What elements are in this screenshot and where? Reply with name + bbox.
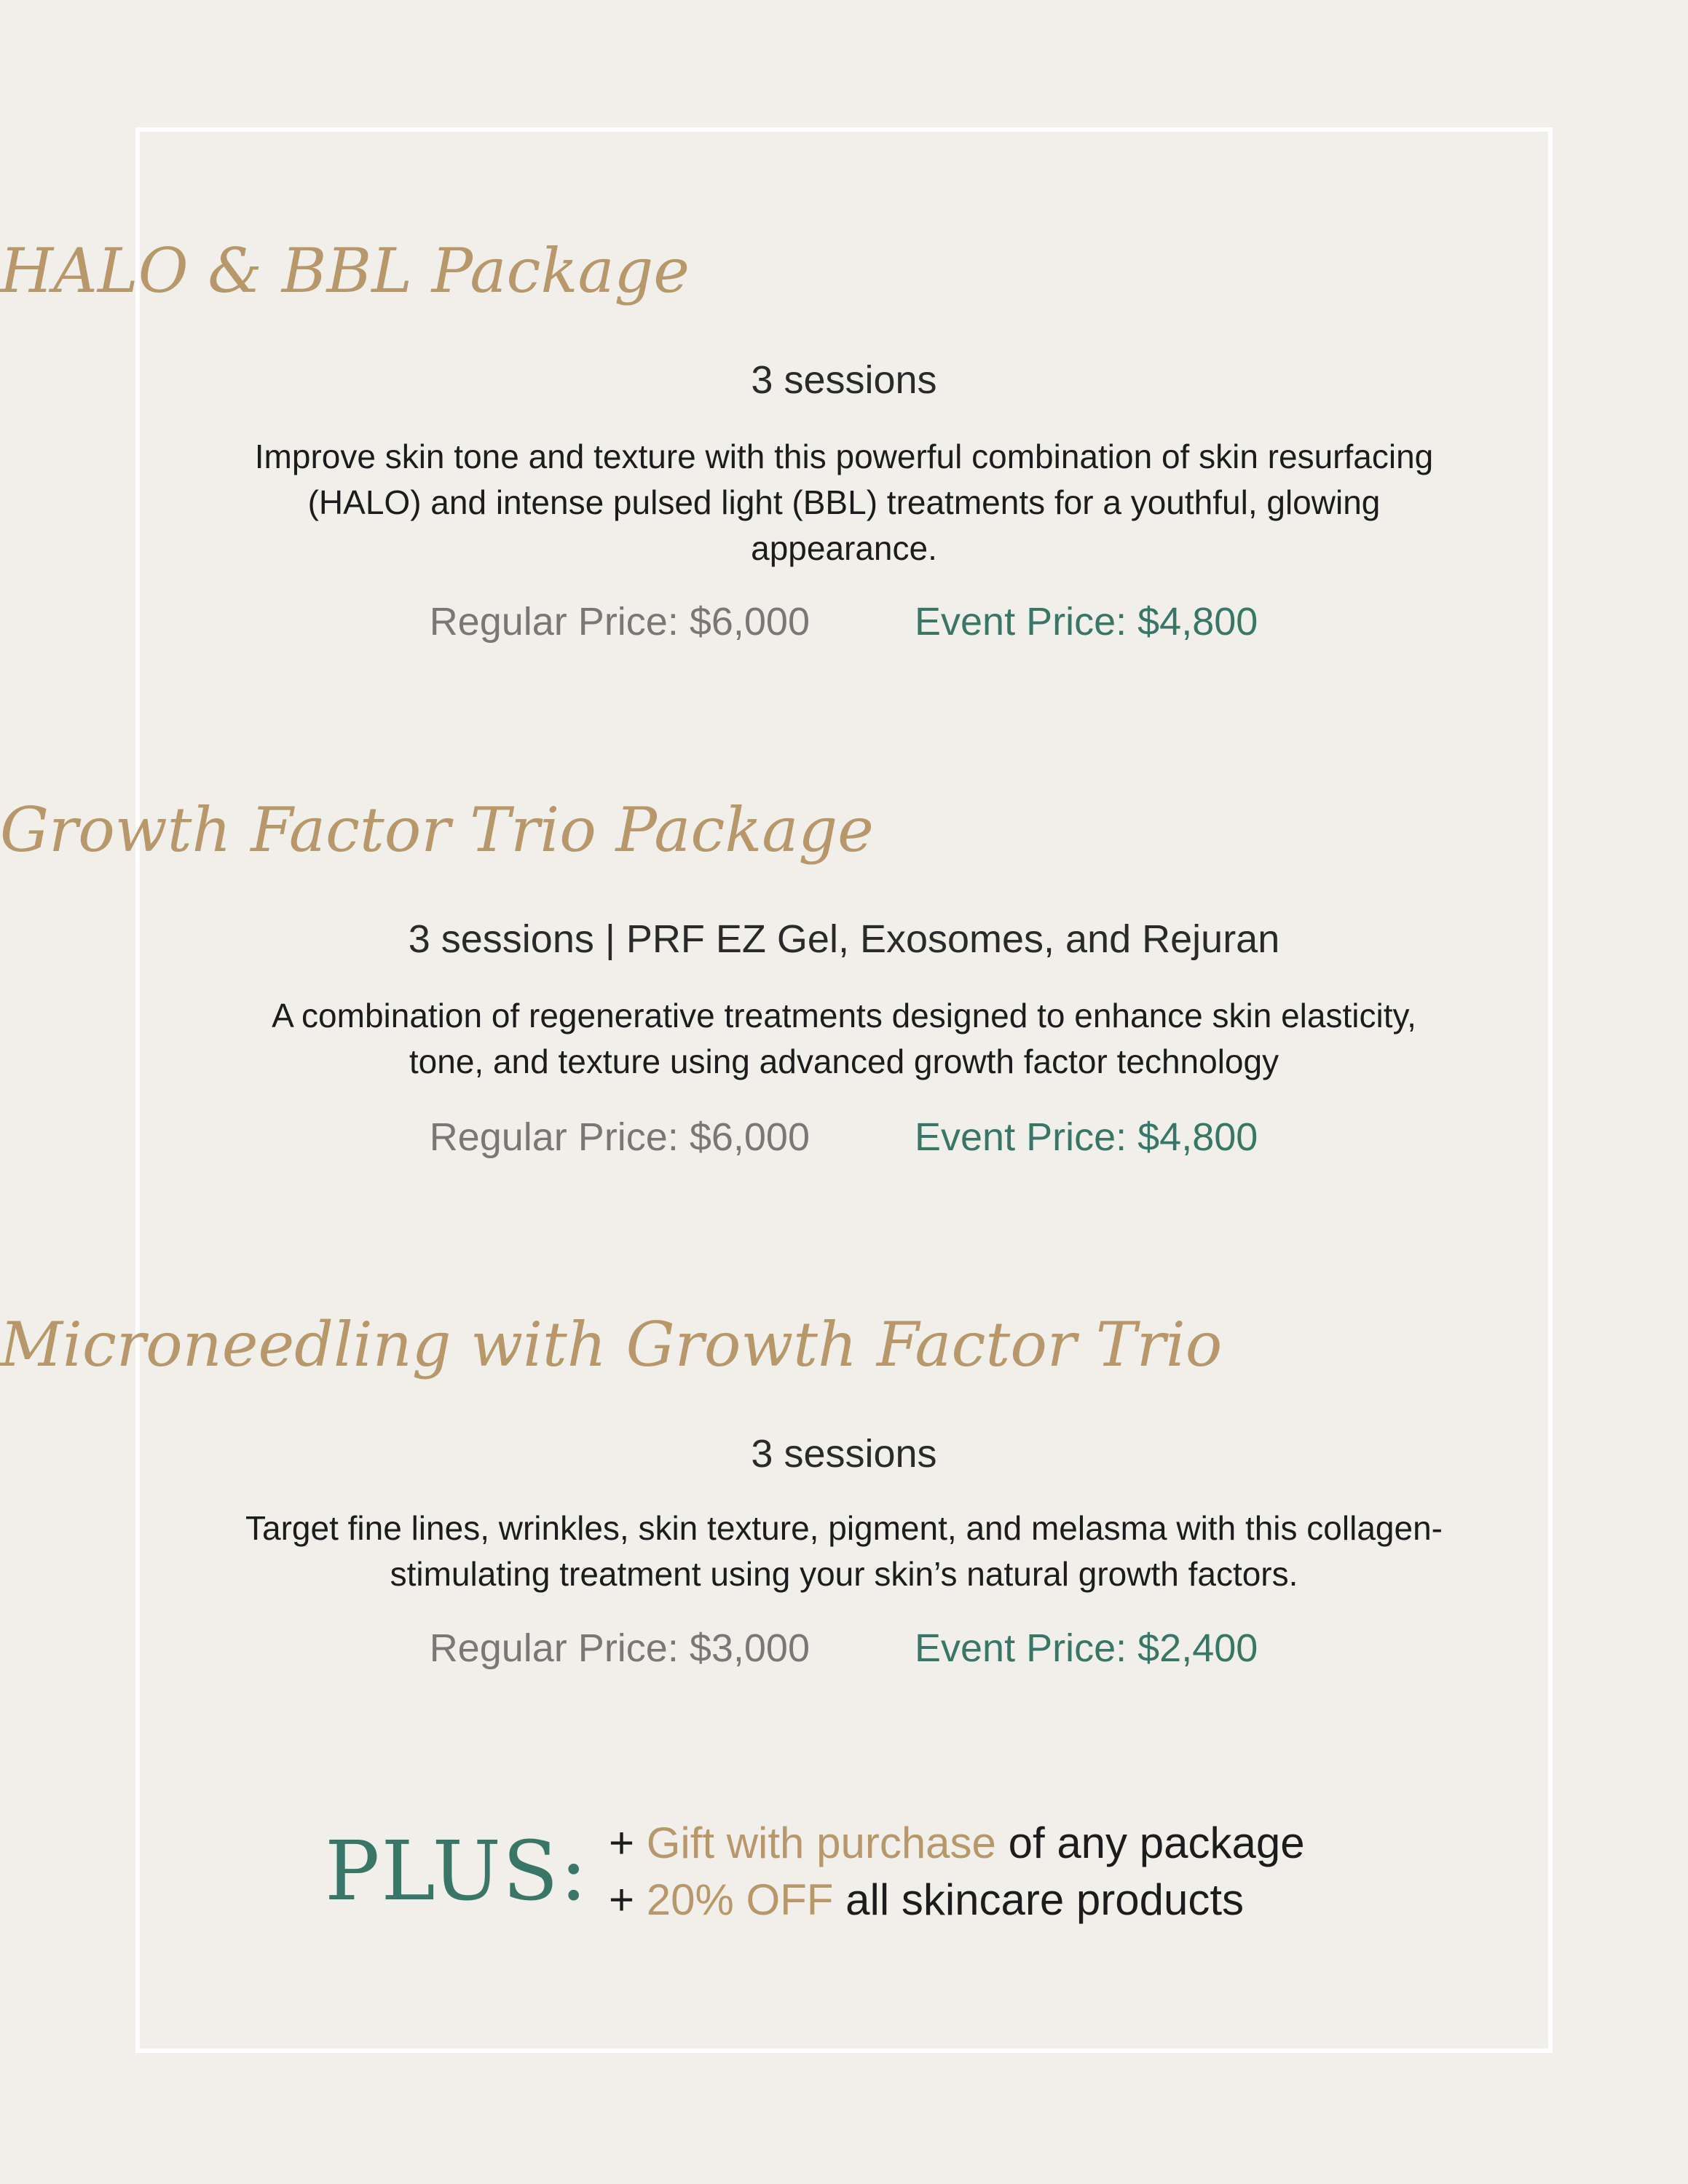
event-price: Event Price: $4,800 — [915, 600, 1258, 644]
offer-text: all skincare products — [833, 1875, 1245, 1924]
event-price: Event Price: $2,400 — [915, 1626, 1258, 1670]
regular-price: Regular Price: $3,000 — [429, 1626, 810, 1670]
package-sessions: 3 sessions — [751, 1432, 937, 1476]
regular-price: Regular Price: $6,000 — [429, 600, 810, 644]
offer-prefix: + — [609, 1819, 647, 1867]
package-title: Growth Factor Trio Package — [0, 794, 874, 866]
offer-highlight: Gift with purchase — [646, 1819, 996, 1867]
package-description: Improve skin tone and texture with this powerful combination of skin resurfacing (HALO) and intense pulsed light (BBL) treatments for a youthful, glowing appearance. — [254, 438, 1434, 567]
package-description: Target fine lines, wrinkles, skin texture, pigment, and melasma with this collagen-stimulating treatment using your skin’s natural growth factors. — [245, 1509, 1443, 1593]
offer-text: of any package — [995, 1819, 1305, 1867]
plus-offer-discount — [609, 1872, 1244, 1928]
regular-price: Regular Price: $6,000 — [429, 1115, 810, 1159]
page-frame — [135, 127, 1553, 2053]
plus-label: PLUS: — [325, 1824, 589, 1919]
package-title: HALO & BBL Package — [0, 235, 690, 306]
plus-offer-gift — [609, 1816, 1305, 1871]
package-sessions: 3 sessions | PRF EZ Gel, Exosomes, and Rejuran — [408, 917, 1280, 961]
package-description: A combination of regenerative treatments designed to enhance skin elasticity, tone, and texture using advanced growth factor technology — [272, 997, 1416, 1080]
offer-highlight: 20% OFF — [646, 1875, 834, 1924]
package-sessions: 3 sessions — [751, 358, 937, 402]
event-price: Event Price: $4,800 — [915, 1115, 1258, 1159]
offer-prefix: + — [609, 1875, 647, 1924]
package-title: Microneedling with Growth Factor Trio — [0, 1309, 1223, 1380]
